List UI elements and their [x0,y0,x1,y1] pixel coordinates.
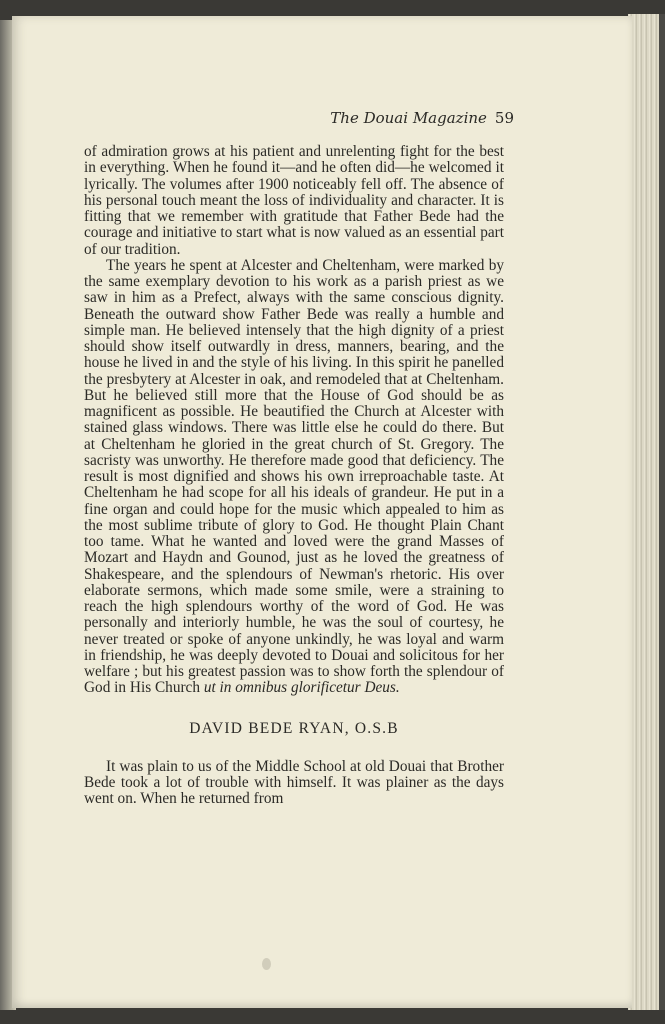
page-stack-edge [628,14,665,1010]
magazine-title: The Douai Magazine [330,109,487,127]
article-body [84,144,504,808]
running-header [12,109,514,127]
paragraph-2-text: The years he spent at Alcester and Cheltenham, were marked by the same exemplary devotion to his work as a parish priest as we saw in him as a Prefect, always with the same conscious dignity. Beneath the outward show Father Bede was really a humble and simple man. He believed intensely that the high dignity of a priest should show itself outwardly in dress, manners, bearing, and the house he lived in and the style of his living. In this spirit he panelled the presbytery at Alcester in oak, and remodeled that at Cheltenham. But he believed still more that the House of God should be as magnificent as possible. He beautified the Church at Alcester with stained glass windows. There was little else he could do there. But at Cheltenham he gloried in the great church of St. Gregory. The sacristy was unworthy. He therefore made good that deficiency. The result is most dignified and shows his own irreproachable taste. At Cheltenham he had scope for all his ideals of grandeur. He put in a fine organ and could hope for the music which appealed to him as the most sublime tribute of glory to God. He thought Plain Chant too tame. What he wanted and loved were the grand Masses of Mozart and Haydn and Gounod, just as he loved the greatness of Shakespeare, and the splendours of Newman's rhetoric. His over elaborate sermons, which made some smile, were a straining to reach the high splendours worthy of the word of God. He was personally and interiorly humble, he was the soul of courtesy, he never treated or spoke of anyone unkindly, he was loyal and warm in friendship, he was deeply devoted to Douai and solicitous for her welfare ; but his greatest passion was to show forth the splendour of God in His Church [84,256,504,697]
latin-motto: ut in omnibus glorificetur Deus. [203,679,400,697]
section-heading: DAVID BEDE RYAN, O.S.B [189,719,399,737]
paragraph-3: It was plain to us of the Middle School at old Douai that Brother Bede took a lot of trouble with himself. It was plainer as the days went on. When he returned from [84,757,504,808]
paragraph-2 [84,258,504,697]
page-number: 59 [494,109,514,127]
paragraph-1: of admiration grows at his patient and unrelenting fight for the best in everything. When he found it—and he often did—he welcomed it lyrically. The volumes after 1900 noticeably fell off. The absence of his personal touch meant the loss of individuality and character. It is fitting that we remember with gratitude that Father Bede had the courage and initiative to start what is now valued as an essential part of our tradition. [84,143,504,258]
paper-spot [262,958,271,970]
